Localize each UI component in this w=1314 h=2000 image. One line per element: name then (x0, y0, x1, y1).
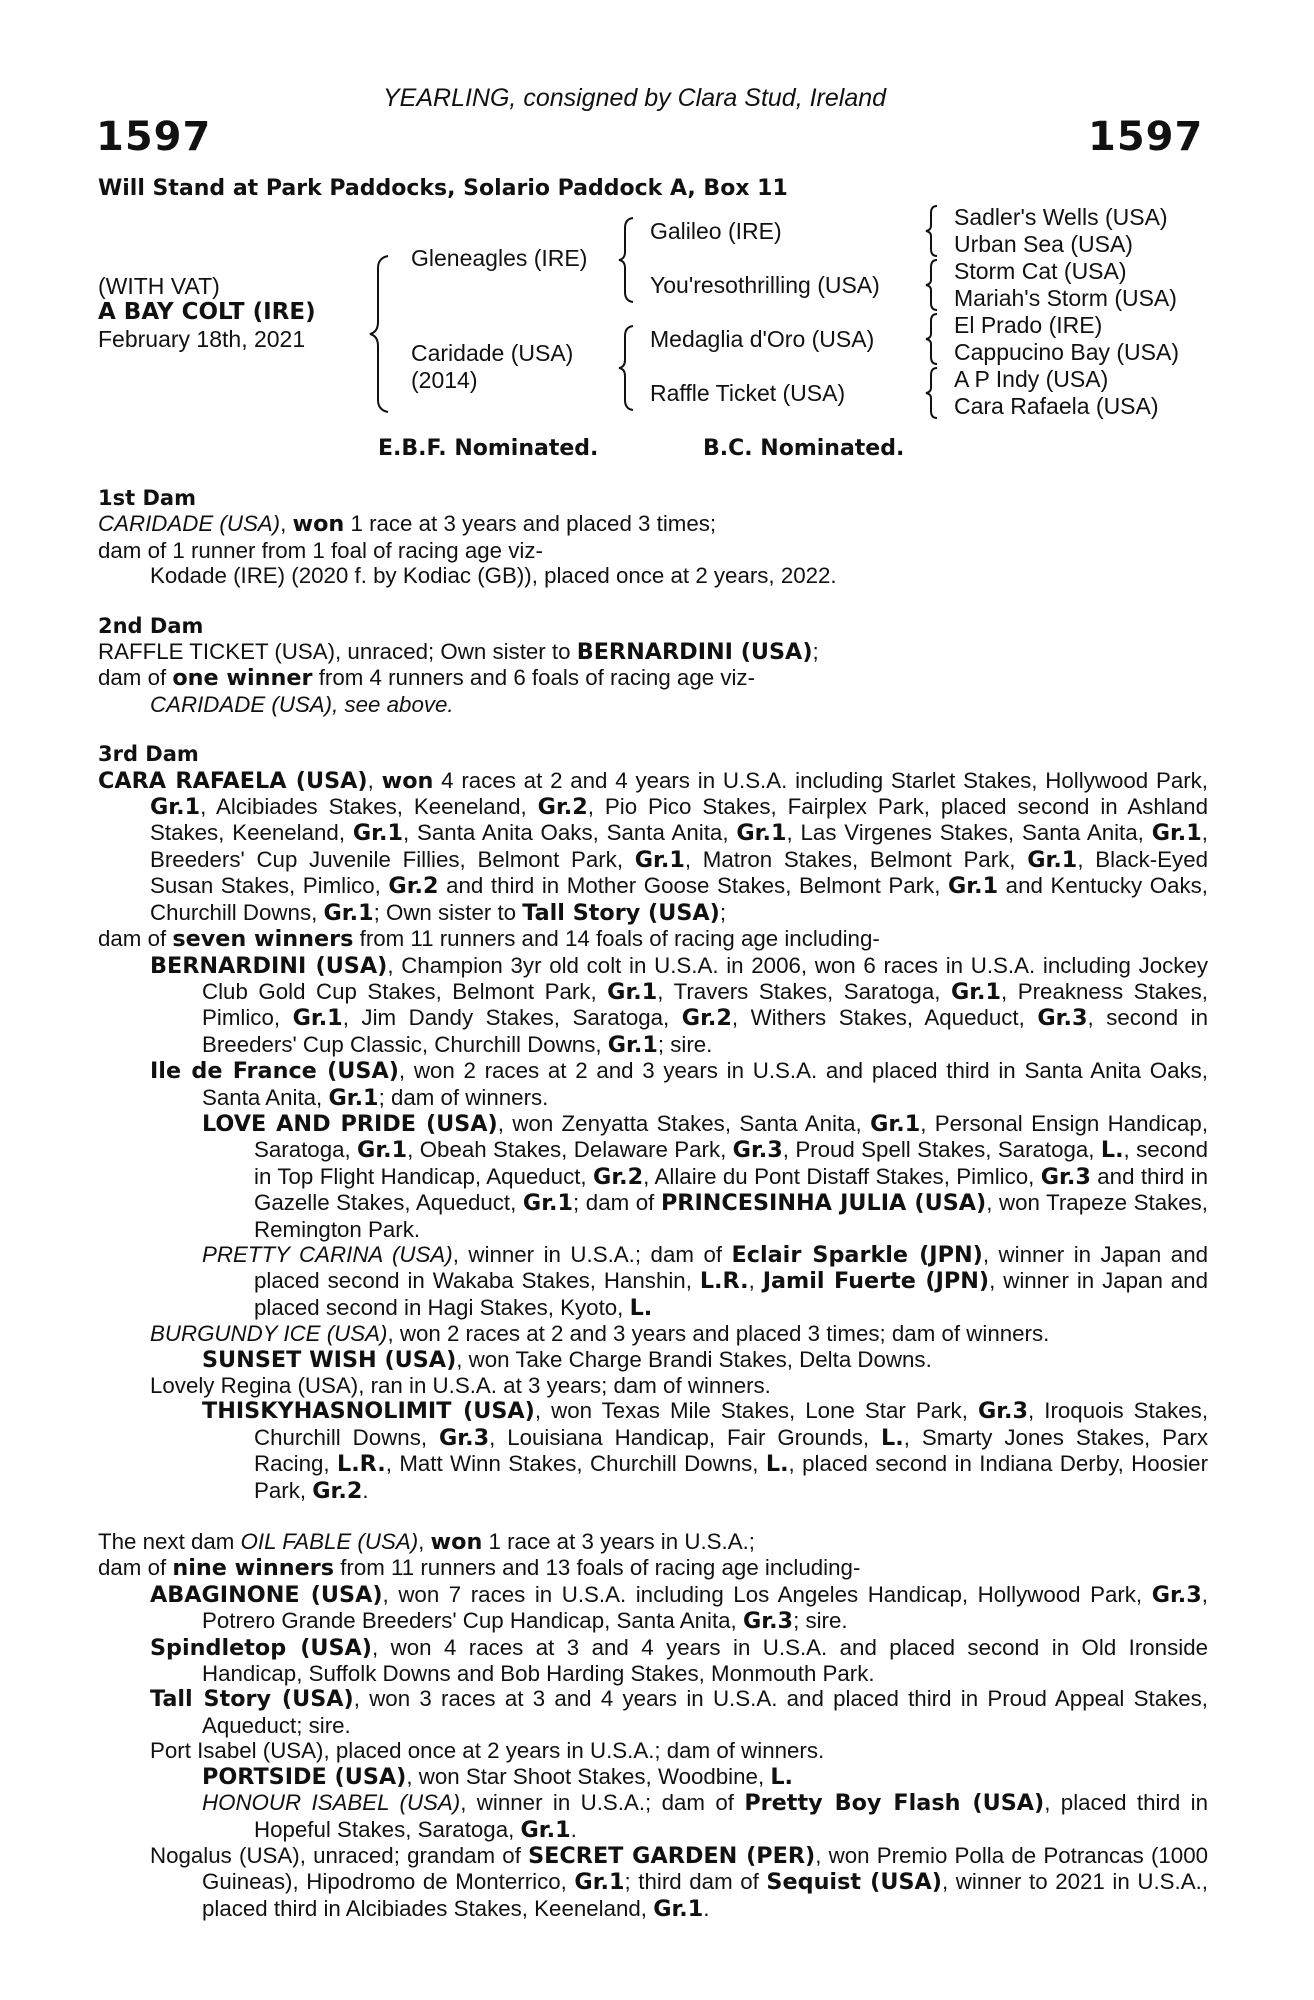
produce-nogalus: Nogalus (USA), unraced; grandam of SECRET GARDEN (PER), won Premio Polla de Potrancas (1000 Guineas), Hipodromo de Monterrico, Gr.1; third dam of Sequist (USA), winner to 2021 in U.S.A., placed third in Alcibiades Stakes, Keeneland, Gr.1. (150, 1842, 1208, 1922)
produce-ile-de-france: Ile de France (USA), won 2 races at 2 and 3 years in U.S.A. and placed third in Santa Anita Oaks, Santa Anita, Gr.1; dam of winners. (150, 1058, 1208, 1111)
ancestor-sds: Storm Cat (USA) (954, 258, 1127, 284)
ancestor-dds: A P Indy (USA) (954, 366, 1109, 392)
ancestor-ddd: Cara Rafaela (USA) (954, 393, 1159, 419)
pedigree-bracket-ss (924, 204, 940, 258)
pedigree-bracket-main (368, 254, 392, 414)
dam-dam: Raffle Ticket (USA) (650, 380, 846, 406)
ancestor-sss: Sadler's Wells (USA) (954, 204, 1168, 230)
produce-thiskyhasnolimit: THISKYHASNOLIMIT (USA), won Texas Mile Stakes, Lone Star Park, Gr.3, Iroquois Stakes, Churchill Downs, Gr.3, Louisiana Handicap, Fair Grounds, L., Smarty Jones Stakes, Parx Racing, L.R., Matt Winn Stakes, Churchill Downs, L., placed second in Indiana Derby, Hoosier Park, Gr.2. (202, 1398, 1209, 1504)
lot-number-left: 1597 (96, 114, 212, 160)
produce-spindletop: Spindletop (USA), won 4 races at 3 and 4 years in U.S.A. and placed second in Old Ironside Handicap, Suffolk Downs and Bob Harding Stakes, Monmouth Park. (150, 1634, 1208, 1687)
bc-nomination: B.C. Nominated. (703, 436, 905, 461)
lot-subtitle: YEARLING, consigned by Clara Stud, Ireland (383, 84, 887, 112)
first-dam-line2: dam of 1 runner from 1 foal of racing age viz- (98, 537, 543, 563)
horse-name: A BAY COLT (IRE) (98, 299, 316, 325)
next-dam-produce-summary: dam of nine winners from 11 runners and 13 foals of racing age including- (98, 1555, 861, 1582)
vat-note: (WITH VAT) (98, 273, 220, 299)
ancestor-ssd: Urban Sea (USA) (954, 231, 1133, 257)
second-dam-line2: dam of one winner from 4 runners and 6 foals of racing age viz- (98, 665, 755, 692)
sire-sire: Galileo (IRE) (650, 218, 782, 244)
second-dam-heading: 2nd Dam (98, 613, 204, 638)
ebf-nomination: E.B.F. Nominated. (378, 436, 599, 461)
produce-tall-story: Tall Story (USA), won 3 races at 3 and 4 years in U.S.A. and placed third in Proud Appeal Stakes, Aqueduct; sire. (150, 1686, 1208, 1738)
dam-sire: Medaglia d'Oro (USA) (650, 326, 875, 352)
dam-year: (2014) (411, 367, 478, 393)
catalogue-body (98, 486, 1208, 1922)
ancestor-dss: El Prado (IRE) (954, 312, 1103, 338)
first-dam-produce: Kodade (IRE) (2020 f. by Kodiac (GB)), placed once at 2 years, 2022. (150, 563, 837, 589)
produce-sunset-wish: SUNSET WISH (USA), won Take Charge Brandi Stakes, Delta Downs. (202, 1346, 932, 1373)
sire-name: Gleneagles (IRE) (411, 245, 588, 271)
third-dam-produce-summary: dam of seven winners from 11 runners and 14 foals of racing age including- (98, 926, 880, 953)
third-dam-heading: 3rd Dam (98, 742, 199, 767)
second-dam-line1: RAFFLE TICKET (USA), unraced; Own sister to BERNARDINI (USA); (98, 639, 819, 666)
first-dam-line1: CARIDADE (USA), won 1 race at 3 years and placed 3 times; (98, 511, 717, 538)
pedigree-bracket-dam (617, 324, 637, 412)
foaling-date: February 18th, 2021 (98, 326, 306, 352)
produce-bernardini: BERNARDINI (USA), Champion 3yr old colt in U.S.A. in 2006, won 6 races in U.S.A. including Jockey Club Gold Cup Stakes, Belmont Park, Gr.1, Travers Stakes, Saratoga, Gr.1, Preakness Stakes, Pimlico, Gr.1, Jim Dandy Stakes, Saratoga, Gr.2, Withers Stakes, Aqueduct, Gr.3, second in Breeders' Cup Classic, Churchill Downs, Gr.1; sire. (150, 952, 1208, 1058)
pedigree-bracket-dd (924, 366, 940, 420)
next-dam-record: The next dam OIL FABLE (USA), won 1 race at 3 years in U.S.A.; (98, 1529, 755, 1556)
pedigree-bracket-ds (924, 312, 940, 366)
dam-name: Caridade (USA) (411, 340, 574, 366)
produce-lovely-regina: Lovely Regina (USA), ran in U.S.A. at 3 years; dam of winners. (150, 1373, 771, 1398)
first-dam-heading: 1st Dam (98, 486, 196, 510)
sire-dam: You'resothrilling (USA) (650, 272, 880, 298)
pedigree-bracket-sire (617, 216, 637, 304)
second-dam-produce: CARIDADE (USA), see above. (150, 691, 454, 717)
ancestor-sdd: Mariah's Storm (USA) (954, 285, 1177, 311)
lot-number-right: 1597 (1088, 114, 1204, 160)
produce-port-isabel: Port Isabel (USA), placed once at 2 years in U.S.A.; dam of winners. (150, 1738, 825, 1764)
produce-burgundy-ice: BURGUNDY ICE (USA), won 2 races at 2 and 3 years and placed 3 times; dam of winners. (150, 1321, 1050, 1347)
third-dam-record: CARA RAFAELA (USA), won 4 races at 2 and 4 years in U.S.A. including Starlet Stakes, Hollywood Park, Gr.1, Alcibiades Stakes, Keeneland, Gr.2, Pio Pico Stakes, Fairplex Park, placed second in Ashland Stakes, Keeneland, Gr.1, Santa Anita Oaks, Santa Anita, Gr.1, Las Virgenes Stakes, Santa Anita, Gr.1, Breeders' Cup Juvenile Fillies, Belmont Park, Gr.1, Matron Stakes, Belmont Park, Gr.1, Black-Eyed Susan Stakes, Pimlico, Gr.2 and third in Mother Goose Stakes, Belmont Park, Gr.1 and Kentucky Oaks, Churchill Downs, Gr.1; Own sister to Tall Story (USA); (98, 767, 1208, 926)
stand-location: Will Stand at Park Paddocks, Solario Paddock A, Box 11 (98, 176, 788, 201)
pedigree-bracket-sd (924, 258, 940, 312)
produce-honour-isabel: HONOUR ISABEL (USA), winner in U.S.A.; dam of Pretty Boy Flash (USA), placed third in Hopeful Stakes, Saratoga, Gr.1. (202, 1790, 1208, 1843)
produce-abaginone: ABAGINONE (USA), won 7 races in U.S.A. including Los Angeles Handicap, Hollywood Park, Gr.3, Potrero Grande Breeders' Cup Handicap, Santa Anita, Gr.3; sire. (150, 1581, 1208, 1635)
ancestor-dsd: Cappucino Bay (USA) (954, 339, 1179, 365)
produce-pretty-carina: PRETTY CARINA (USA), winner in U.S.A.; dam of Eclair Sparkle (JPN), winner in Japan and placed second in Wakaba Stakes, Hanshin, L.R., Jamil Fuerte (JPN), winner in Japan and placed second in Hagi Stakes, Kyoto, L. (202, 1241, 1209, 1321)
produce-love-and-pride: LOVE AND PRIDE (USA), won Zenyatta Stakes, Santa Anita, Gr.1, Personal Ensign Handicap, Saratoga, Gr.1, Obeah Stakes, Delaware Park, Gr.3, Proud Spell Stakes, Saratoga, L., second in Top Flight Handicap, Aqueduct, Gr.2, Allaire du Pont Distaff Stakes, Pimlico, Gr.3 and third in Gazelle Stakes, Aqueduct, Gr.1; dam of PRINCESINHA JULIA (USA), won Trapeze Stakes, Remington Park. (202, 1110, 1209, 1242)
produce-portside: PORTSIDE (USA), won Star Shoot Stakes, Woodbine, L. (202, 1763, 794, 1790)
